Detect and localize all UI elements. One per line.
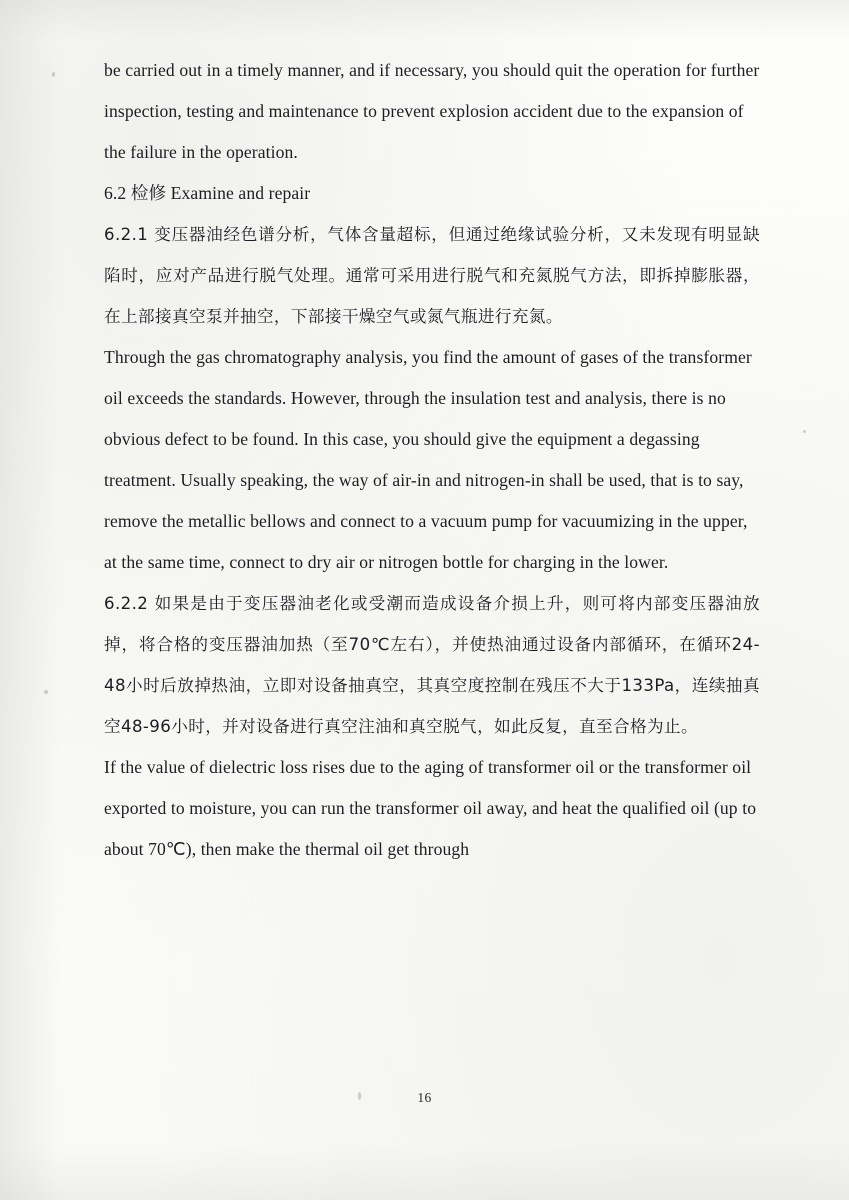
clause-6-2-2-chinese: 6.2.2 如果是由于变压器油老化或受潮而造成设备介损上升，则可将内部变压器油放掉，将合格的变压器油加热（至70℃左右），并使热油通过设备内部循环，在循环24-48小时后放掉热油，立即对设备抽真空，其真空度控制在残压不大于133Pa，连续抽真空48-96小时，并对设备进行真空注油和真空脱气，如此反复，直至合格为止。 bbox=[104, 594, 760, 736]
scan-speck bbox=[803, 430, 806, 433]
section-heading-6-2: 6.2 检修 Examine and repair bbox=[104, 183, 311, 203]
scan-speck bbox=[44, 690, 48, 694]
page-number: 16 bbox=[417, 1090, 432, 1105]
scan-speck bbox=[52, 72, 55, 77]
document-body bbox=[104, 50, 760, 870]
page-edge-shading-bottom bbox=[0, 1145, 849, 1200]
page-edge-shading-top bbox=[0, 0, 849, 40]
clause-6-2-2-english: If the value of dielectric loss rises due to the aging of transformer oil or the transformer oil exported to moisture, you can run the transformer oil away, and heat the qualified oil (up to about 70℃), then make the thermal oil get through bbox=[104, 757, 757, 859]
page-edge-shading-left bbox=[0, 0, 60, 1200]
paragraph-continued-english: be carried out in a timely manner, and if necessary, you should quit the operation for further inspection, testing and maintenance to prevent explosion accident due to the expansion of the failure in the operation. bbox=[104, 60, 760, 162]
clause-6-2-1-chinese: 6.2.1 变压器油经色谱分析，气体含量超标，但通过绝缘试验分析，又未发现有明显缺陷时，应对产品进行脱气处理。通常可采用进行脱气和充氮脱气方法，即拆掉膨胀器，在上部接真空泵并抽空，下部接干燥空气或氮气瓶进行充氮。 bbox=[104, 225, 760, 326]
clause-6-2-1-english: Through the gas chromatography analysis, you find the amount of gases of the transformer oil exceeds the standards. However, through the insulation test and analysis, there is no obvious defect to be found. In this case, you should give the equipment a degassing treatment. Usually speaking, the way of air-in and nitrogen-in shall be used, that is to say, remove the metallic bellows and connect to a vacuum pump for vacuumizing in the upper, at the same time, connect to dry air or nitrogen bottle for charging in the lower. bbox=[104, 347, 752, 572]
